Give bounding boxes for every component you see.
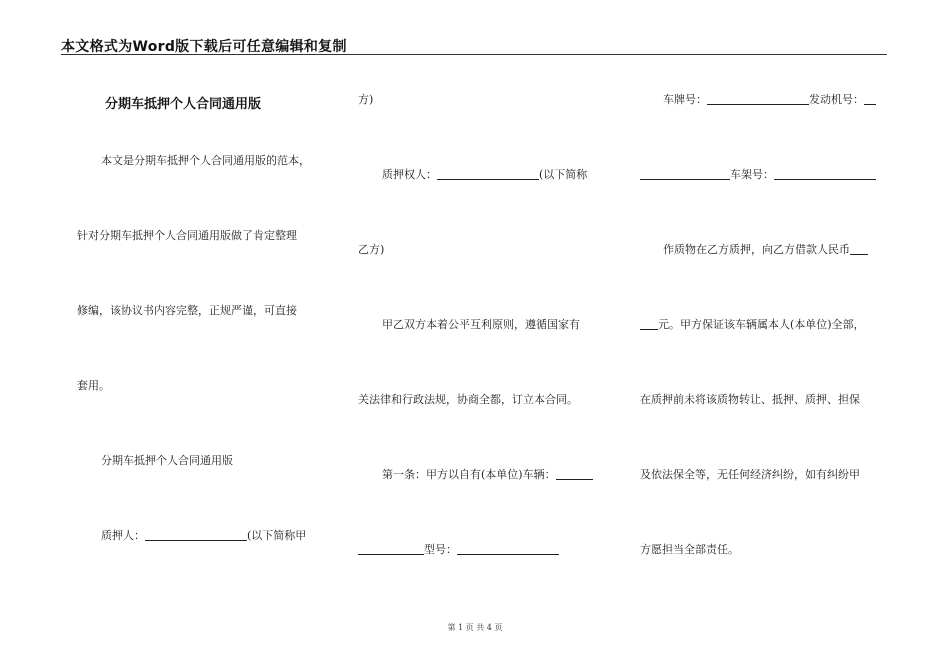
intro-line-3: 修编，该协议书内容完整，正规严谨，可直接 [77, 304, 297, 317]
article-1-text: 第一条：甲方以自有(本单位)车辆： [382, 468, 556, 481]
pledgee-blank [437, 168, 539, 180]
loan-line [663, 243, 868, 257]
col3-line-7: 方愿担当全部责任。 [640, 543, 739, 556]
col2-line-4: 甲乙双方本着公平互利原则，遵循国家有 [382, 318, 580, 331]
loan-blank [850, 243, 868, 255]
model-prefix-blank [358, 543, 424, 555]
page-number: 第 1 页 共 4 页 [447, 623, 503, 632]
header-rule [61, 54, 887, 55]
plate-blank [707, 93, 809, 105]
intro-line-4: 套用。 [77, 379, 110, 392]
frame-label: 车架号： [730, 168, 774, 181]
amount-text: 元。甲方保证该车辆属本人(本单位)全部， [658, 318, 865, 331]
contract-subtitle: 分期车抵押个人合同通用版 [101, 454, 233, 467]
pledgee-line [382, 168, 587, 182]
vehicle-blank [556, 468, 593, 480]
engine-blank [864, 93, 876, 105]
amount-blank [640, 318, 658, 330]
plate-label: 车牌号： [663, 93, 707, 106]
col2-line-3: 乙方) [358, 243, 385, 256]
pledgee-label: 质押权人： [382, 168, 437, 181]
col2-line-1: 方) [358, 93, 374, 106]
article-1-line [382, 468, 593, 482]
model-blank [457, 543, 559, 555]
pledgor-suffix: (以下简称甲 [247, 529, 307, 542]
col3-line-5: 在质押前未将该质物转让、抵押、质押、担保 [640, 393, 860, 406]
frame-blank [774, 168, 876, 180]
download-banner: 本文格式为Word版下载后可任意编辑和复制 [61, 39, 347, 55]
pledgee-suffix: (以下简称 [539, 168, 588, 181]
engine-label: 发动机号： [809, 93, 864, 106]
intro-line-1: 本文是分期车抵押个人合同通用版的范本， [101, 154, 310, 167]
frame-prefix-blank [640, 168, 730, 180]
frame-line [640, 168, 876, 182]
pledgor-label: 质押人： [101, 529, 145, 542]
intro-line-2: 针对分期车抵押个人合同通用版做了肯定整理 [77, 229, 297, 242]
model-line [358, 543, 559, 557]
model-label: 型号： [424, 543, 457, 556]
col2-line-5: 关法律和行政法规，协商全都，订立本合同。 [358, 393, 578, 406]
document-title: 分期车抵押个人合同通用版 [105, 97, 262, 112]
pledgor-line [101, 529, 306, 543]
amount-line [640, 318, 865, 332]
loan-text: 作质物在乙方质押，向乙方借款人民币 [663, 243, 850, 256]
plate-line [663, 93, 876, 107]
pledgor-blank [145, 529, 247, 541]
col3-line-6: 及依法保全等，无任何经济纠纷，如有纠纷甲 [640, 468, 860, 481]
